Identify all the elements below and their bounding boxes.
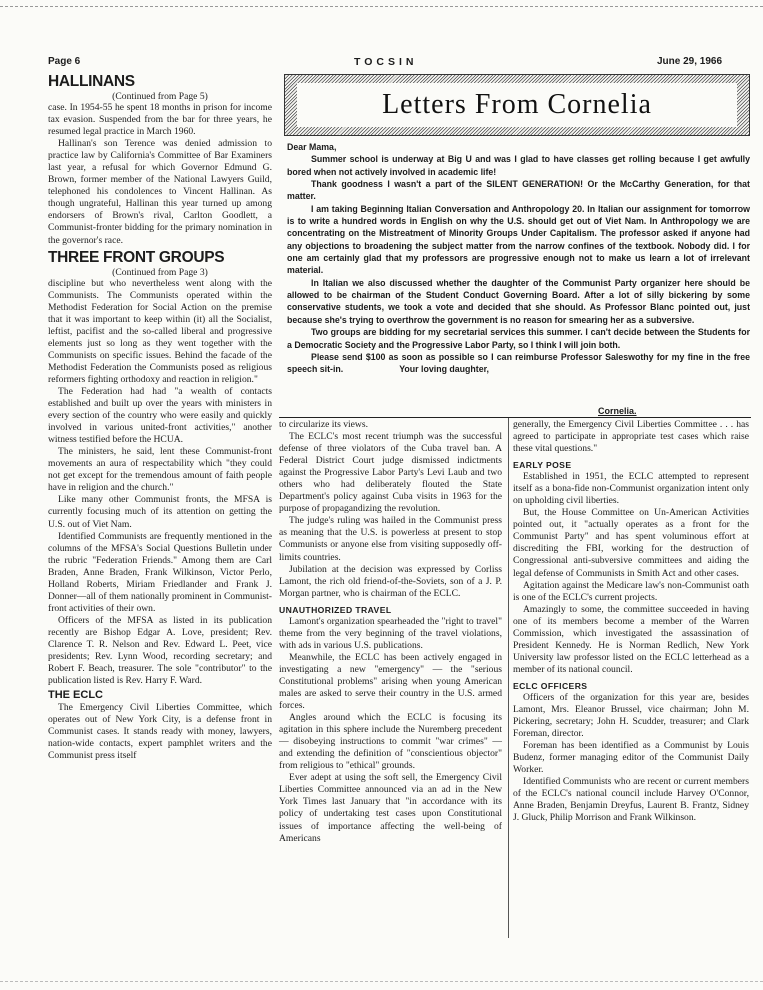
paragraph: Jubilation at the decision was expressed by Corliss Lamont, the rich old friend-of-the-Soviets, son of a J. P. Morgan partner, who is chairman of the ECLC. bbox=[279, 563, 502, 599]
paragraph: Identified Communists are frequently mentioned in the columns of the MFSA's Social Questions Bulletin under the rubric "Federation Friends." Among them are Carl Braden, Anne Braden, Frank Wilkinson, Victor Perlo, Holland Roberts, Miriam Friedlander and Frank J. Donner—all of them nationally prominent in Communist-front activities of their own. bbox=[48, 530, 272, 614]
subhead-unauthorized-travel: UNAUTHORIZED TRAVEL bbox=[279, 604, 392, 615]
banner-title: Letters From Cornelia bbox=[382, 89, 652, 120]
paragraph: Established in 1951, the ECLC attempted to represent itself as a bona-fide non-Communist organization intent only on upholding civil liberties. bbox=[513, 471, 749, 507]
newspaper-name: TOCSIN bbox=[354, 56, 418, 68]
paragraph: But, the House Committee on Un-American Activities pointed out, it "actually operates as a front for the Communist Party" and has spent voluminous effort at discrediting the FBI, working for the destruction of Congressional anti-subversive committees and aiding the legal defense of Communists in Smith Act and other cases. bbox=[513, 507, 749, 579]
paragraph: The ECLC's most recent triumph was the successful defense of three violators of the Cuba travel ban. A Federal District Court judge dismissed indictments against the Progressive Labor Party's Levi Laub and two others who had deliberately flouted the State Department's policy against Cuba visits in 1963 for the purpose of propagandizing the revolution. bbox=[279, 431, 502, 515]
paragraph: Lamont's organization spearheaded the "right to travel" theme from the very beginning of the travel violations, with ads in various U.S. publications. bbox=[279, 615, 502, 651]
paragraph: Angles around which the ECLC is focusing its agitation in this sphere include the Nuremberg precedent — disobeying instructions to commit "war crimes" — and extending the definition of "conscientious objector" from religious to "ethical" grounds. bbox=[279, 712, 502, 772]
paragraph: Foreman has been identified as a Communist by Louis Budenz, former managing editor of the Communist Daily Worker. bbox=[513, 740, 749, 776]
column-2 bbox=[279, 419, 502, 845]
paragraph: case. In 1954-55 he spent 18 months in prison for income tax evasion. Suspended from the bar for three years, he resumed legal practice in March 1960. bbox=[48, 102, 272, 138]
top-cut-line bbox=[0, 6, 763, 7]
subhead-eclc-officers: ECLC OFFICERS bbox=[513, 680, 588, 691]
letter-paragraph: I am taking Beginning Italian Conversation and Anthropology 20. In Italian our assignment for tomorrow is to write a hundred words in English on why the U.S. should get out of Viet Nam. In Anthropology we are concentrating on the Mistreatment of Minority Groups Under Capitalism. The professor asked if anyone had any objections to broadening the subject matter from the narrow confines of the textbook. Nobody did. I for one am certainly glad that my professors are progressive enough not to make us learn a lot of irrelevant material. bbox=[287, 203, 750, 276]
paragraph: Hallinan's son Terence was denied admission to practice law by California's Committee of Bar Examiners last year, a refusal for which Governor Edmund G. Brown, former member of the National Lawyers Guild, telephoned his condolences to Vincent Hallinan. As though ungrateful, Hallinan this year turned up among endorsers of Brown's rival, Carlton Goodlett, a Communist-fronter bidding for the primary nomination in the governor's race. bbox=[48, 138, 272, 246]
paragraph: The ministers, he said, lent these Communist-front movements an aura of respectability which "they could not get except for the tremendous amount of faith people have in religion and the church." bbox=[48, 446, 272, 494]
horizontal-rule bbox=[279, 417, 751, 418]
paragraph: generally, the Emergency Civil Liberties Committee . . . has agreed to participate in appropriate test cases which raise these vital questions." bbox=[513, 419, 749, 455]
paragraph: Officers of the MFSA as listed in its publication recently are Bishop Edgar A. Love, president; Rev. Clarence T. R. Nelson and Rev. Edward L. Peet, vice presidents; Rev. Lynn Wood, recording secretary; and Robert F. Beach, treasurer. The sole "contributor" to the publication listed is Rev. Harry F. Ward. bbox=[48, 614, 272, 687]
headline-three-front-groups: THREE FRONT GROUPS bbox=[48, 248, 225, 266]
paragraph: discipline but who nevertheless went along with the Communists. The Communists operated within the Methodist Federation for Social Action on the premise that it was important to keep within (it) all the Socialist, leftist, pacifist and the so-called liberal and progressive elements just so long as they went together with the Communists on specific issues. Behind the facade of the Methodist Federation the Communists posed as religious reformers fighting orthodoxy and reaction in religion." bbox=[48, 277, 272, 385]
column-divider bbox=[508, 418, 509, 938]
bottom-cut-line bbox=[0, 981, 763, 990]
paragraph: Amazingly to some, the committee succeeded in having one of its members become a member of the Warren Commission, which investigated the assassination of President Kennedy. He is Norman Redlich, New York University law professor listed on the ECLC letterhead as a member of its national council. bbox=[513, 603, 749, 675]
letter-paragraph: In Italian we also discussed whether the daughter of the Communist Party organizer here should be allowed to be chairman of the Student Conduct Governing Board. After a lot of silly bickering by some conservative students, we took a vote and decided that she should. As Professor Blanc pointed out, just because she's trying to overthrow the government is no reason for smearing her as a subversive. bbox=[287, 277, 750, 325]
letter-paragraph: Two groups are bidding for my secretarial services this summer. I can't decide between the Students for a Democratic Society and the Progressive Labor Party, so I think I will join both. bbox=[287, 327, 750, 350]
paragraph: Agitation against the Medicare law's non-Communist oath is one of the ECLC's current projects. bbox=[513, 579, 749, 603]
letters-banner bbox=[284, 74, 750, 136]
subhead-the-eclc: THE ECLC bbox=[48, 689, 103, 702]
continued-note: (Continued from Page 5) bbox=[112, 91, 208, 102]
continued-note: (Continued from Page 3) bbox=[112, 266, 208, 278]
paragraph: Ever adept at using the soft sell, the Emergency Civil Liberties Committee announced via an ad in the New York Times last January that "in accordance with its policy of undertaking test cases upon Constitutional issues of importance affecting the well-being of Americans bbox=[279, 772, 502, 844]
paragraph: Officers of the organization for this year are, besides Lamont, Mrs. Eleanor Brussel, vice chairman; John M. Pickering, secretary; John H. Scudder, treasurer; and Clark Foreman, director. bbox=[513, 691, 749, 740]
salutation: Dear Mama, bbox=[287, 142, 337, 152]
page-number: Page 6 bbox=[48, 56, 81, 67]
subhead-early-pose: EARLY POSE bbox=[513, 460, 572, 471]
paragraph: The judge's ruling was hailed in the Communist press as meaning that the U.S. is powerless at present to stop Communists or anyone else from visiting supposedly off-limits countries. bbox=[279, 515, 502, 563]
paragraph: Like many other Communist fronts, the MFSA is currently focusing much of its attention on getting the U.S. out of Viet Nam. bbox=[48, 494, 272, 530]
letter-paragraph: Summer school is underway at Big U and was I glad to have classes get rolling because I get awfully bored when not actively involved in academic life! bbox=[287, 154, 750, 177]
letter-signature: Cornelia. bbox=[598, 406, 637, 416]
letter-body bbox=[287, 141, 750, 376]
letter-paragraph bbox=[287, 351, 750, 376]
headline-hallinans: HALLINANS bbox=[48, 73, 135, 90]
paragraph: The Emergency Civil Liberties Committee, which operates out of New York City, is a defense front in Communist cases. It stands ready with money, lawyers, nation-wide contacts, expert pamphlet writers and the Communist press itself bbox=[48, 702, 272, 762]
column-1 bbox=[48, 73, 272, 762]
column-3 bbox=[513, 419, 749, 824]
letter-paragraph: Thank goodness I wasn't a part of the SILENT GENERATION! Or the McCarthy Generation, for that matter. bbox=[287, 179, 750, 202]
letter-closing: Your loving daughter, bbox=[399, 364, 489, 375]
paragraph: The Federation had had "a wealth of contacts established and built up over the years with ministers in every section of the country who were easily and quickly involved in various united-front activities," another witness testified before the HCUA. bbox=[48, 385, 272, 446]
letter-final-line: Please send $100 as soon as possible so I can reimburse Professor Saleswothy for my fine in the free speech sit-in. bbox=[287, 351, 750, 375]
paragraph: Identified Communists who are recent or current members of the ECLC's national council include Harvey O'Connor, Anne Braden, Benjamin Dreyfus, Laurent B. Frantz, Sidney J. Gluck, Philip Morrison and Frank Wilkinson. bbox=[513, 776, 749, 824]
paragraph: to circularize its views. bbox=[279, 419, 368, 430]
issue-date: June 29, 1966 bbox=[657, 56, 723, 67]
paragraph: Meanwhile, the ECLC has been actively engaged in investigating a new "emergency" — the "serious Constitutional problems" arising when young American males are asked to serve their country in the U.S. armed forces. bbox=[279, 651, 502, 712]
